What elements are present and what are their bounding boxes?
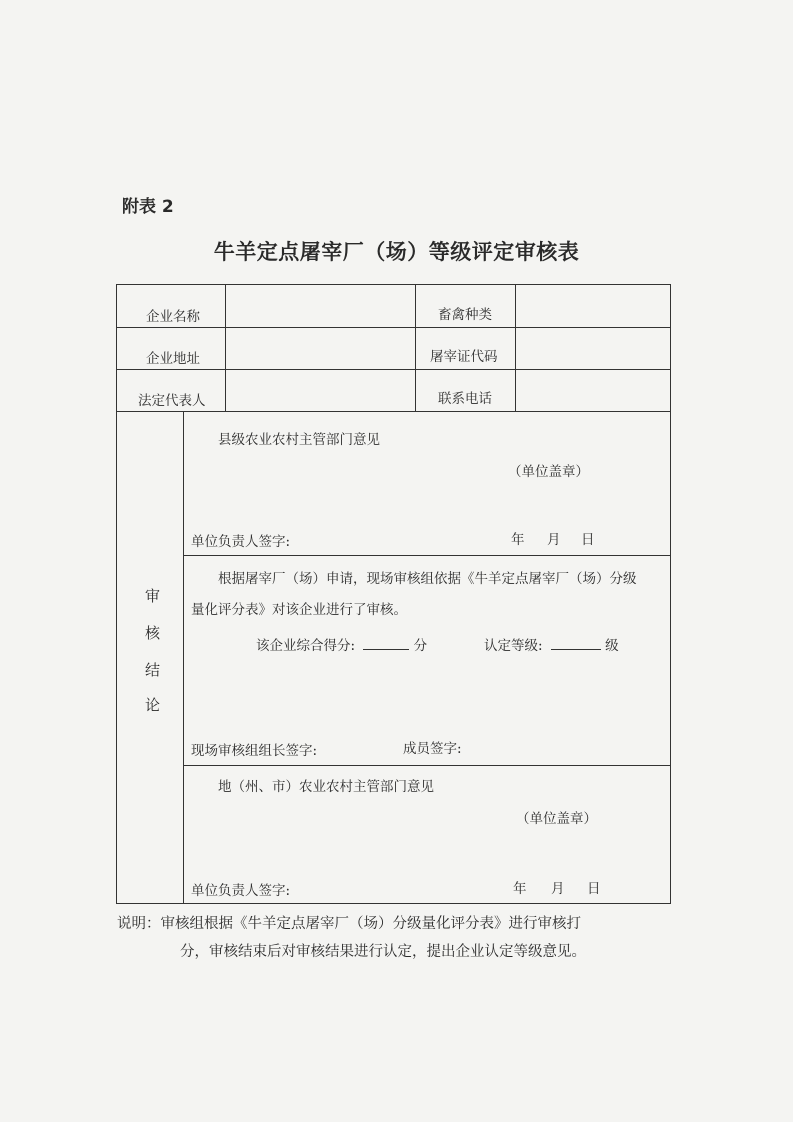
onsite-paragraph-line2: 量化评分表》对该企业进行了审核。	[191, 602, 407, 618]
review-conclusion-char: 论	[145, 696, 161, 714]
livestock-type-label: 畜禽种类	[438, 307, 492, 323]
row-divider	[117, 411, 670, 412]
onsite-paragraph-line1: 根据屠宰厂（场）申请，现场审核组依据《牛羊定点屠宰厂（场）分级	[218, 571, 637, 587]
grade-unit: 级	[605, 638, 619, 654]
row-divider	[117, 327, 670, 328]
score-unit: 分	[413, 638, 428, 654]
review-conclusion-char: 核	[145, 624, 161, 642]
score-row	[256, 634, 427, 654]
county-date-month: 月	[547, 532, 561, 548]
form-title: 牛羊定点屠宰厂（场）等级评定审核表	[213, 240, 580, 264]
score-label: 该企业综合得分:	[256, 638, 356, 654]
review-conclusion-char: 审	[145, 587, 161, 605]
score-blank	[363, 649, 409, 650]
grade-label: 认定等级:	[484, 638, 543, 654]
slaughter-code-label: 屠宰证代码	[430, 349, 498, 365]
column-divider	[225, 285, 226, 411]
member-signature-label: 成员签字:	[403, 741, 462, 757]
prefecture-date-year: 年	[513, 881, 527, 897]
company-address-label: 企业地址	[146, 351, 200, 367]
column-divider	[183, 411, 184, 903]
grade-row	[484, 634, 619, 654]
prefecture-date-month: 月	[551, 881, 565, 897]
section-divider	[183, 555, 670, 556]
prefecture-seal: （单位盖章）	[516, 811, 597, 827]
annex-label: 附表 2	[122, 197, 174, 217]
note-line2: 分，审核结束后对审核结果进行认定，提出企业认定等级意见。	[180, 944, 586, 960]
note-line1: 说明：审核组根据《牛羊定点屠宰厂（场）分级量化评分表》进行审核打	[117, 916, 581, 932]
company-name-label: 企业名称	[146, 309, 200, 325]
row-divider	[117, 369, 670, 370]
prefecture-signer: 单位负责人签字:	[191, 883, 291, 899]
contact-phone-label: 联系电话	[438, 391, 492, 407]
leader-signature-label: 现场审核组组长签字:	[191, 743, 318, 759]
county-signer: 单位负责人签字:	[191, 534, 291, 550]
county-date-day: 日	[581, 532, 595, 548]
county-seal: （单位盖章）	[508, 464, 589, 480]
county-opinion-heading: 县级农业农村主管部门意见	[218, 432, 380, 448]
county-date-year: 年	[511, 532, 525, 548]
legal-rep-label: 法定代表人	[138, 393, 206, 409]
grade-blank	[551, 649, 601, 650]
prefecture-opinion-heading: 地（州、市）农业农村主管部门意见	[218, 779, 434, 795]
section-divider	[183, 765, 670, 766]
review-conclusion-char: 结	[145, 661, 161, 679]
column-divider	[515, 285, 516, 411]
prefecture-date-day: 日	[587, 881, 601, 897]
column-divider	[415, 285, 416, 411]
